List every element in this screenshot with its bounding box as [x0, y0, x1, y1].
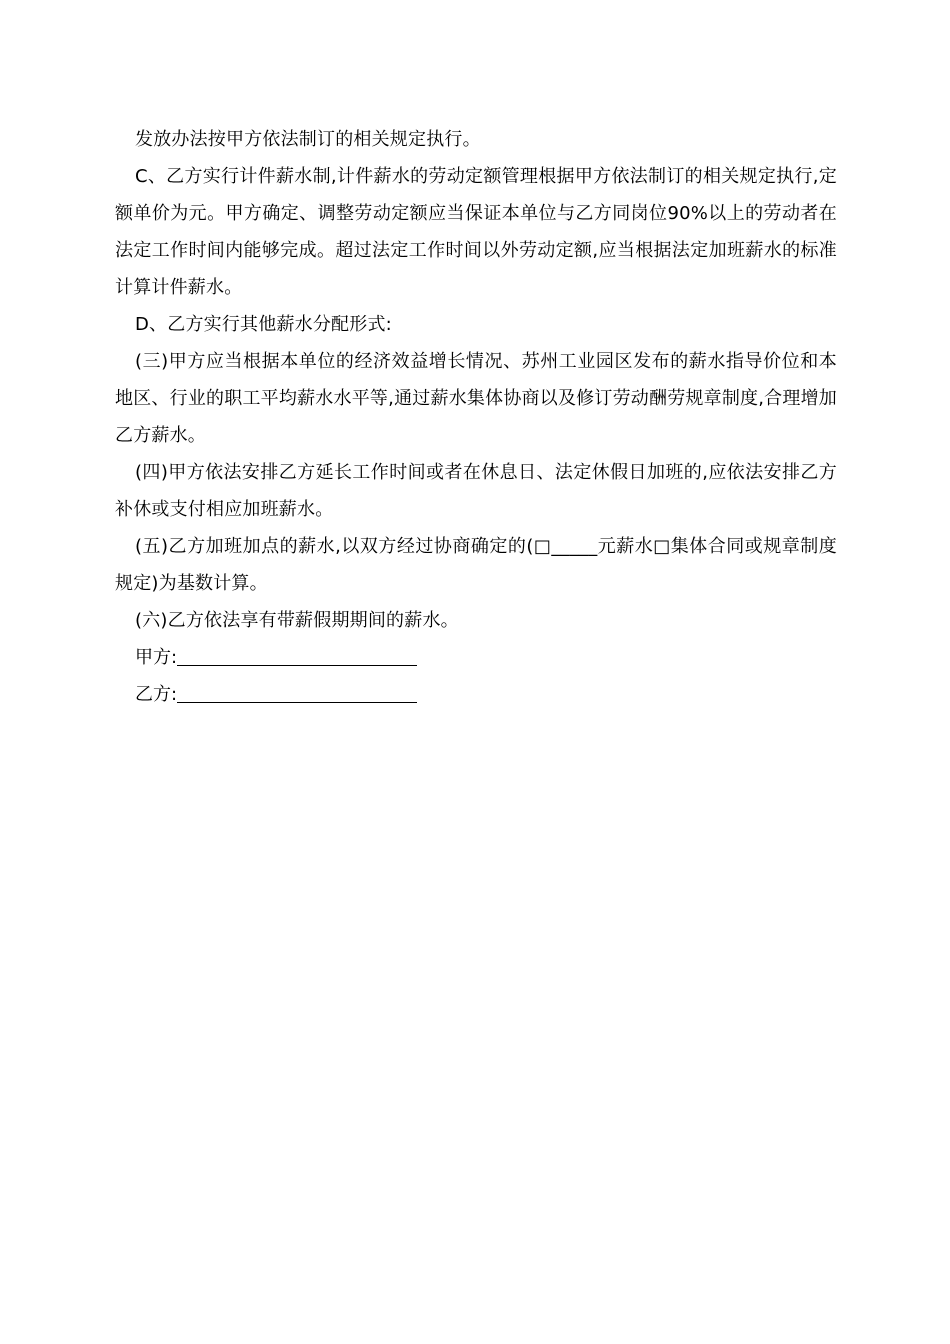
- party-b-signature-line[interactable]: [177, 684, 417, 703]
- party-b-label: 乙方:: [135, 684, 178, 705]
- party-a-label: 甲方:: [135, 647, 178, 668]
- paragraph-clause-four: (四)甲方依法安排乙方延长工作时间或者在休息日、法定休假日加班的,应依法安排乙方补休或支付相应加班薪水。: [115, 462, 837, 520]
- signature-party-b: [115, 676, 837, 713]
- document-body: [115, 121, 837, 713]
- party-a-signature-line[interactable]: [177, 647, 417, 666]
- signature-party-a: [115, 639, 837, 676]
- paragraph-clause-three: (三)甲方应当根据本单位的经济效益增长情况、苏州工业园区发布的薪水指导价位和本地区、行业的职工平均薪水水平等,通过薪水集体协商以及修订劳动酬劳规章制度,合理增加乙方薪水。: [115, 351, 837, 446]
- paragraph-other-wage-form: D、乙方实行其他薪水分配形式:: [135, 314, 392, 335]
- paragraph-payment-method: 发放办法按甲方依法制订的相关规定执行。: [135, 129, 481, 150]
- paragraph-clause-five: (五)乙方加班加点的薪水,以双方经过协商确定的(□_____元薪水□集体合同或规章制度规定)为基数计算。: [115, 536, 837, 594]
- paragraph-clause-six: (六)乙方依法享有带薪假期期间的薪水。: [135, 610, 459, 631]
- paragraph-piecework-wage: C、乙方实行计件薪水制,计件薪水的劳动定额管理根据甲方依法制订的相关规定执行,定额单价为元。甲方确定、调整劳动定额应当保证本单位与乙方同岗位90%以上的劳动者在法定工作时间内能够完成。超过法定工作时间以外劳动定额,应当根据法定加班薪水的标准计算计件薪水。: [115, 166, 837, 298]
